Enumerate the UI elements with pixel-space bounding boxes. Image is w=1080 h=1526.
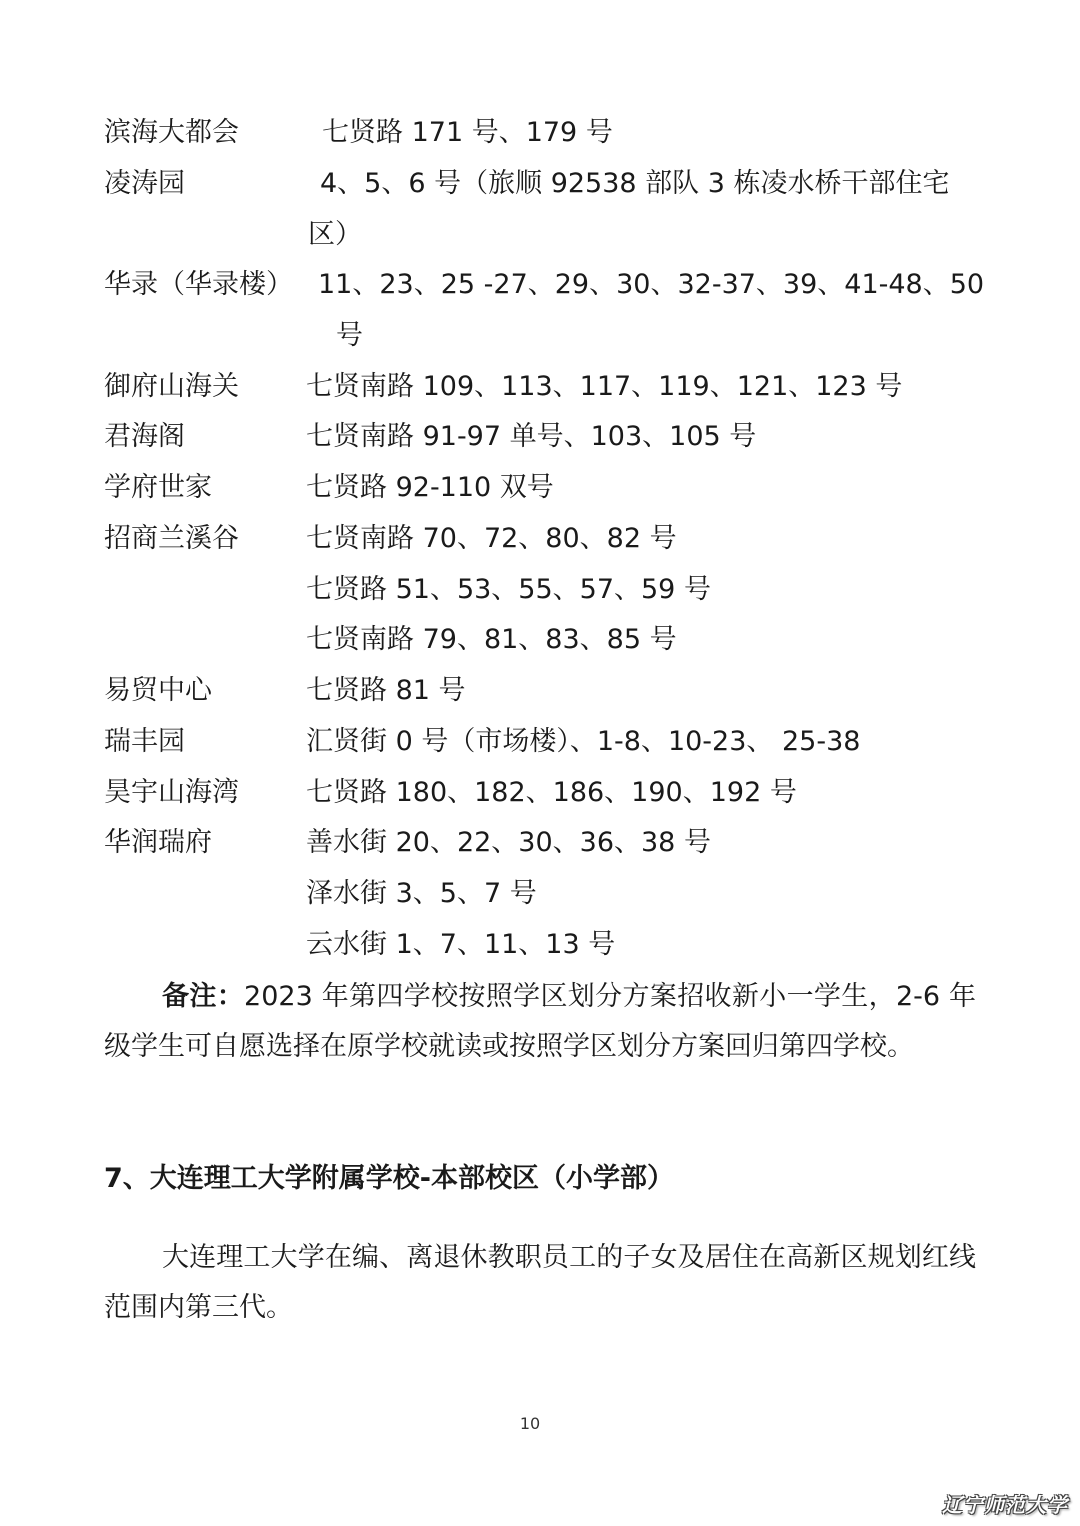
address: 云水街 1、7、11、13 号	[306, 929, 616, 960]
community-name: 招商兰溪谷	[104, 523, 239, 554]
note-text: 2023 年第四学校按照学区划分方案招收新小一学生，2-6 年级学生可自愿选择在原学校就读或按照学区划分方案回归第四学校。	[104, 981, 976, 1062]
page-number: 10	[519, 1414, 541, 1433]
note-label: 备注：	[162, 981, 245, 1012]
community-name: 凌涛园	[104, 168, 185, 199]
address: 七贤南路 79、81、83、85 号	[306, 624, 677, 655]
address: 七贤路 92-110 双号	[306, 472, 554, 503]
address: 汇贤街 0 号（市场楼）、1-8、10-23、 25-38	[306, 726, 861, 757]
address: 号	[336, 320, 363, 351]
address: 11、23、25 -27、29、30、32-37、39、41-48、50	[318, 269, 985, 300]
community-name: 华录（华录楼）	[104, 269, 293, 300]
address: 4、5、6 号（旅顺 92538 部队 3 栋凌水桥干部住宅	[320, 168, 950, 199]
watermark: 辽宁师范大学	[942, 1493, 1068, 1517]
community-name: 华润瑞府	[104, 827, 212, 858]
address: 七贤南路 91-97 单号、103、105 号	[306, 421, 757, 452]
address: 七贤路 81 号	[306, 675, 466, 706]
address: 七贤路 51、53、55、57、59 号	[306, 574, 711, 605]
address: 七贤路 180、182、186、190、192 号	[306, 777, 797, 808]
community-name: 君海阁	[104, 421, 185, 452]
address: 七贤南路 70、72、80、82 号	[306, 523, 677, 554]
section-text: 大连理工大学在编、离退休教职员工的子女及居住在高新区规划红线范围内第三代。	[104, 1242, 976, 1323]
address: 七贤南路 109、113、117、119、121、123 号	[306, 371, 903, 402]
community-name: 易贸中心	[104, 675, 212, 706]
address: 七贤路 171 号、179 号	[322, 117, 613, 148]
address: 善水街 20、22、30、36、38 号	[306, 827, 711, 858]
note-paragraph	[104, 972, 976, 1072]
section-heading: 7、大连理工大学附属学校-本部校区（小学部）	[104, 1163, 674, 1194]
address: 泽水街 3、5、7 号	[306, 878, 537, 909]
community-name: 瑞丰园	[104, 726, 185, 757]
community-name: 学府世家	[104, 472, 212, 503]
community-name: 昊宇山海湾	[104, 777, 239, 808]
address: 区）	[308, 219, 362, 250]
community-name: 滨海大都会	[104, 117, 239, 148]
community-name: 御府山海关	[104, 371, 239, 402]
